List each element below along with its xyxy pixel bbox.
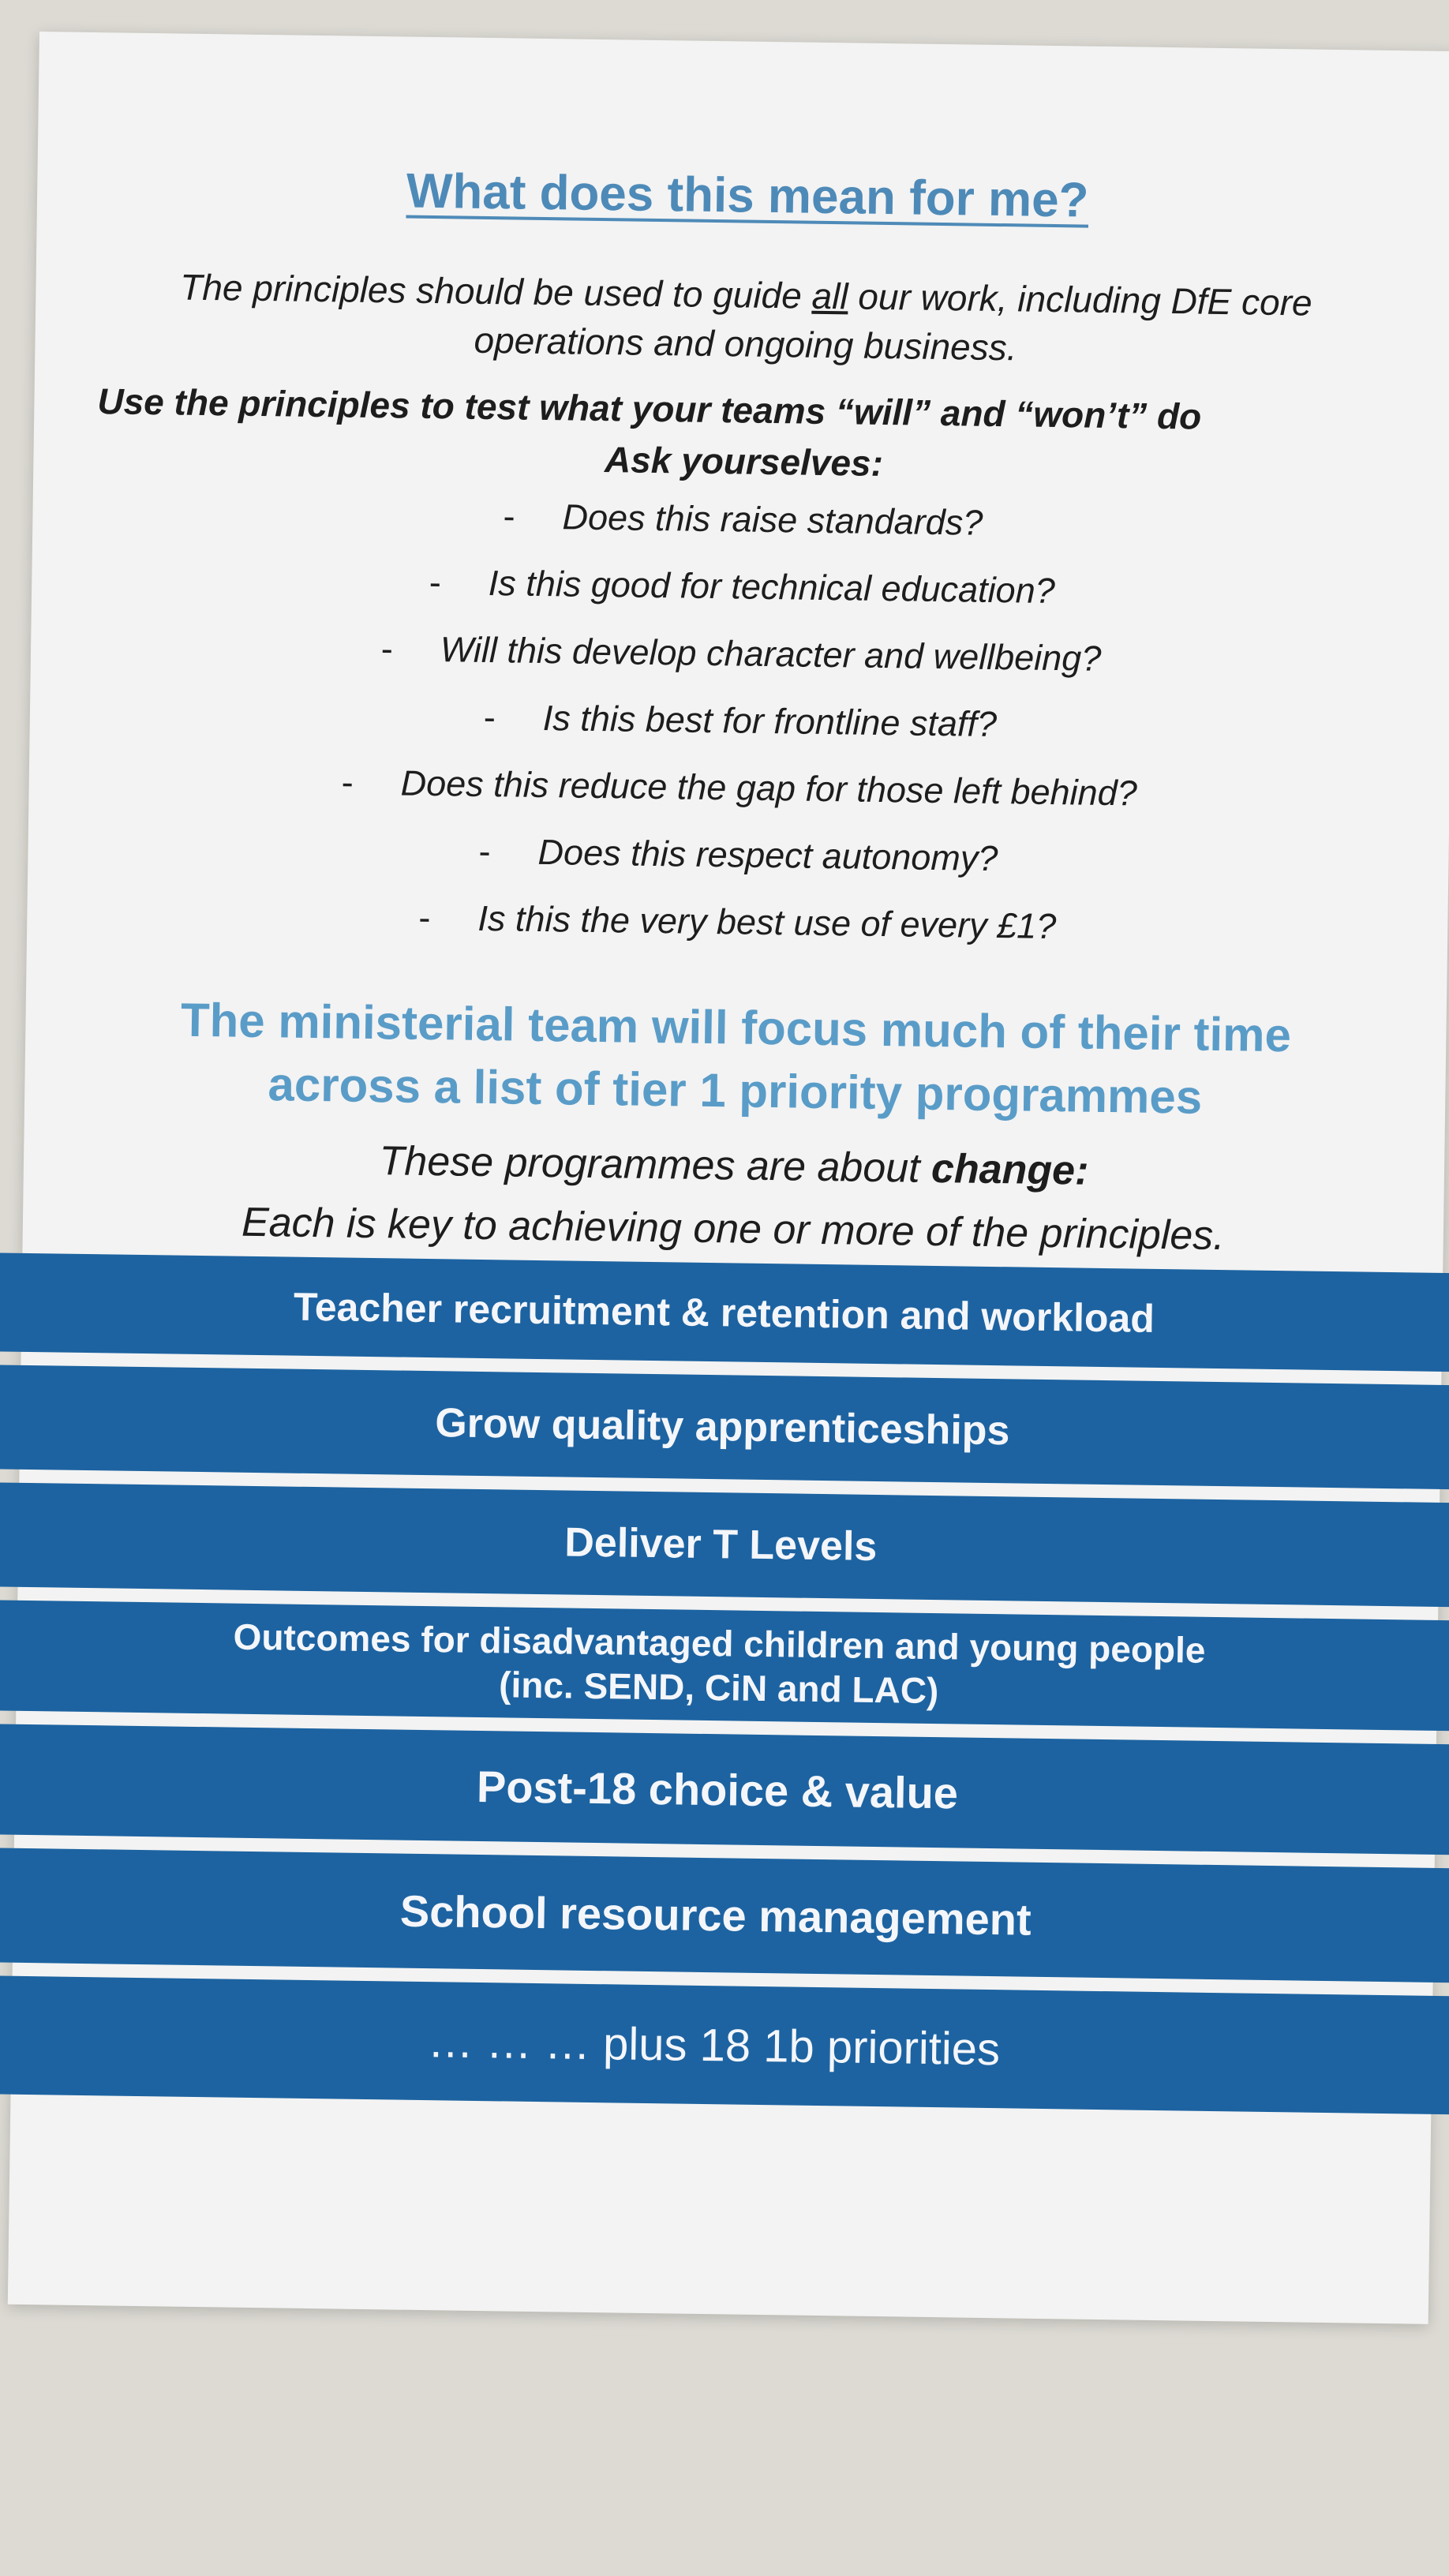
- programme-label: Teacher recruitment & retention and workload: [293, 1284, 1155, 1341]
- intro-text-before: The principles should be used to guide: [179, 266, 812, 316]
- intro-paragraph: [129, 262, 1362, 377]
- bullet-dash: -: [418, 897, 431, 938]
- change-prefix: These programmes are about: [379, 1138, 932, 1192]
- list-item: [30, 691, 1449, 751]
- list-item: [28, 825, 1449, 886]
- question-text: Is this good for technical education?: [488, 563, 1056, 612]
- programme-bar: [0, 1975, 1449, 2115]
- list-item: [32, 556, 1449, 617]
- list-item: [31, 623, 1449, 684]
- test-instruction: Use the principles to test what your teams “will” and “won’t” do: [97, 380, 1202, 437]
- list-item: [27, 892, 1448, 953]
- bullet-dash: -: [483, 696, 496, 738]
- programme-label: … … … plus 18 1b priorities: [427, 2015, 1001, 2075]
- leaflet-page: [8, 32, 1449, 2324]
- question-text: Does this reduce the gap for those left behind?: [400, 762, 1138, 814]
- question-text: Is this the very best use of every £1?: [477, 897, 1057, 947]
- change-bold: change:: [930, 1145, 1089, 1194]
- programme-bar: [0, 1365, 1449, 1490]
- list-item: [28, 758, 1449, 818]
- focus-heading: [72, 987, 1399, 1132]
- intro-text-after: our work, including DfE core operations and ongoing business.: [474, 275, 1312, 369]
- change-explanation: Each is key to achieving one or more of the principles.: [241, 1199, 1226, 1260]
- bullet-dash: -: [503, 496, 515, 537]
- question-text: Is this best for frontline staff?: [542, 697, 998, 745]
- focus-heading-line1: The ministerial team will focus much of their time: [180, 993, 1292, 1062]
- question-text: Will this develop character and wellbeing?: [440, 629, 1102, 679]
- programme-bar: [0, 1848, 1449, 1983]
- ask-yourselves-heading: Ask yourselves:: [604, 439, 884, 484]
- focus-heading-line2: across a list of tier 1 priority programmes: [268, 1058, 1203, 1124]
- page-title: [37, 158, 1449, 234]
- programme-label: Grow quality apprenticeships: [434, 1400, 1010, 1455]
- bullet-dash: -: [429, 561, 442, 603]
- programme-bar: [0, 1724, 1449, 1855]
- bullet-dash: -: [341, 762, 354, 803]
- bullet-dash: -: [380, 628, 394, 669]
- list-item: [32, 489, 1449, 550]
- programme-bar: [0, 1600, 1449, 1732]
- questions-list: [33, 489, 1449, 947]
- programme-label: Post-18 choice & value: [476, 1761, 959, 1818]
- bullet-dash: -: [478, 830, 492, 872]
- question-text: Does this respect autonomy?: [537, 831, 998, 879]
- question-text: Does this raise standards?: [562, 496, 983, 543]
- page-title-text: What does this mean for me?: [406, 163, 1089, 228]
- programme-label: [232, 1615, 1205, 1717]
- intro-text-underlined: all: [811, 275, 848, 317]
- programme-label-line1: Outcomes for disadvantaged children and young people: [233, 1616, 1206, 1671]
- programme-bar: [0, 1252, 1449, 1372]
- change-statement: [24, 1133, 1445, 1200]
- programme-label: Deliver T Levels: [564, 1519, 878, 1571]
- programme-label: School resource management: [399, 1885, 1032, 1945]
- programme-label-line2: (inc. SEND, CiN and LAC): [498, 1664, 939, 1712]
- programme-bar: [0, 1482, 1449, 1608]
